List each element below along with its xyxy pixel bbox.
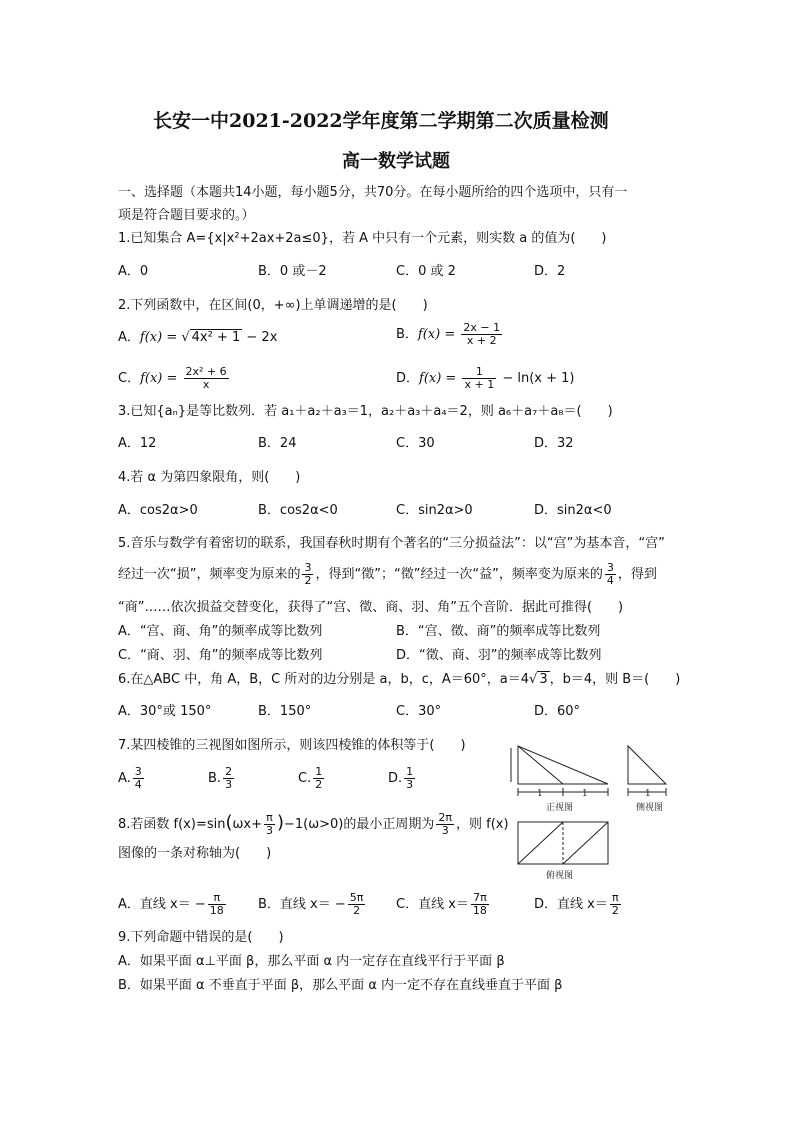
q8-inner-frac xyxy=(264,812,275,837)
q2-d-denominator: x + 1 xyxy=(464,378,495,391)
q8-d-num: π xyxy=(610,892,621,905)
q8-b-label: B．直线 x＝ − xyxy=(258,897,346,912)
q8-inner-a: ωx+ xyxy=(232,817,262,832)
q8-d-den: 2 xyxy=(611,904,619,917)
q7-stem: 7.某四棱锥的三视图如图所示，则该四棱锥的体积等于( ) xyxy=(118,738,466,753)
q4-option-d: D．sin2α<0 xyxy=(534,503,612,518)
q3-option-b: B．24 xyxy=(258,436,297,451)
q6-radicand: 3 xyxy=(539,672,548,687)
q4-option-c: C．sin2α>0 xyxy=(396,503,473,518)
q5-line2-c: ，得到 xyxy=(617,567,657,582)
q8-d-frac xyxy=(610,892,621,917)
q6-stem-b: ，b＝4，则 B＝( ) xyxy=(549,672,681,687)
q1-stem: 1.已知集合 A={x|x²+2ax+2a≤0}，若 A 中只有一个元素，则实数 a 的值为( ) xyxy=(118,231,607,246)
q7-option-d xyxy=(388,766,417,791)
q5-option-d: D．“徵、商、羽”的频率成等比数列 xyxy=(396,648,602,663)
q7-c-label: C. xyxy=(298,771,312,786)
q7-d-num: 1 xyxy=(406,765,414,778)
q5-frac1-den: 2 xyxy=(304,574,312,587)
top-view xyxy=(518,822,608,864)
q6-option-d: D．60° xyxy=(534,704,581,719)
front-dim-label-2: 1 xyxy=(582,789,588,799)
q8-inner-den: 3 xyxy=(265,824,273,837)
q5-line1: 5.音乐与数学有着密切的联系，我国春秋时期有个著名的“三分损益法”：以“宫”为基本音，“宫” xyxy=(118,536,665,551)
q2-option-a: A．f(x) = √ 4x² + 1 − 2x xyxy=(118,330,278,345)
q7-b-label: B. xyxy=(208,771,222,786)
q2-c-fraction xyxy=(184,366,229,391)
q8-c-den: 18 xyxy=(472,904,487,917)
q7-option-c xyxy=(298,766,326,791)
q7-a-num: 3 xyxy=(134,765,142,778)
q5-frac1 xyxy=(302,562,313,587)
q4-option-b: B．cos2α<0 xyxy=(258,503,338,518)
q7-a-den: 4 xyxy=(134,778,142,791)
front-view xyxy=(511,746,608,796)
q3-option-c: C．30 xyxy=(396,436,435,451)
q8-b-frac xyxy=(348,892,366,917)
q2-a-radicand: 4x² + 1 xyxy=(191,330,241,345)
q8-period-num: 2π xyxy=(438,811,452,824)
q5-frac2-num: 3 xyxy=(606,561,614,574)
q2-b-denominator: x + 2 xyxy=(466,334,497,347)
q7-b-num: 2 xyxy=(225,765,233,778)
q2-option-d xyxy=(396,366,574,391)
q8-b-den: 2 xyxy=(353,904,361,917)
top-view-label: 俯视图 xyxy=(546,871,574,881)
section-intro-line2: 项是符合题目要求的。） xyxy=(118,208,255,223)
q9-option-a: A．如果平面 α⊥平面 β，那么平面 α 内一定存在直线平行于平面 β xyxy=(118,954,505,969)
q2-c-numerator: 2x² + 6 xyxy=(185,365,227,378)
q6-option-a: A．30°或 150° xyxy=(118,704,212,719)
q5-line2-b: ，得到“徵”；“徵”经过一次“益”，频率变为原来的 xyxy=(315,567,603,582)
q8-a-label: A．直线 x＝ − xyxy=(118,897,206,912)
q2-a-func: f(x) = xyxy=(139,330,182,345)
q3-option-d: D．32 xyxy=(534,436,574,451)
q5-line3: “商”……依次损益交替变化，获得了“宫、徵、商、羽、角”五个音阶．据此可推得( ) xyxy=(118,600,624,615)
q2-d-prefix: D． xyxy=(396,371,420,386)
q8-period-den: 3 xyxy=(441,824,449,837)
q2-d-func: f(x) = xyxy=(419,371,461,386)
q8-d-label: D．直线 x＝ xyxy=(534,897,608,912)
q8-a-den: 18 xyxy=(209,904,224,917)
q2-d-numerator: 1 xyxy=(462,366,496,379)
q4-option-a: A．cos2α>0 xyxy=(118,503,198,518)
q8-b-num: 5π xyxy=(349,891,364,904)
q2-option-b xyxy=(396,322,504,347)
q8-c-num: 7π xyxy=(471,892,489,905)
side-view-label: 侧视图 xyxy=(636,803,664,813)
q6-option-c: C．30° xyxy=(396,704,442,719)
q8-stem-a: 8.若函数 f(x)=sin xyxy=(118,817,226,832)
q7-c-frac xyxy=(313,766,324,791)
q8-option-d xyxy=(534,892,623,917)
q8-inner-num: π xyxy=(264,812,275,825)
section-intro-line1: 一、选择题（本题共14小题，每小题5分，共70分。在每小题所给的四个选项中，只有一 xyxy=(118,185,628,200)
top-view-diagonal xyxy=(518,822,563,864)
q2-d-fraction xyxy=(462,366,496,391)
q7-b-den: 3 xyxy=(225,778,233,791)
side-dim-label: 1 xyxy=(645,789,651,799)
q8-line2: 图像的一条对称轴为( ) xyxy=(118,846,272,861)
q2-a-tail: − 2x xyxy=(242,330,278,345)
q1-option-b: B．0 或－2 xyxy=(258,264,327,279)
q8-a-frac xyxy=(208,892,226,917)
q6-stem: 6.在△ABC 中，角 A，B，C 所对的边分别是 a，b，c，A＝60°，a＝4√ 3 ，b＝4，则 B＝( ) xyxy=(118,672,681,687)
q2-b-func: f(x) = xyxy=(417,327,460,342)
q5-line2 xyxy=(118,562,657,587)
q1-option-c: C．0 或 2 xyxy=(396,264,456,279)
q2-option-c xyxy=(118,366,231,391)
top-view-right-diagonal xyxy=(563,822,608,864)
q7-b-frac xyxy=(223,766,234,791)
exam-subtitle: 高一数学试题 xyxy=(342,151,450,172)
q7-c-den: 2 xyxy=(315,778,323,791)
q7-d-den: 3 xyxy=(406,778,414,791)
q8-option-a xyxy=(118,892,228,917)
q5-frac2-den: 4 xyxy=(606,574,614,587)
q7-d-label: D. xyxy=(388,771,403,786)
q7-d-frac xyxy=(404,766,415,791)
q1-option-a: A．0 xyxy=(118,264,149,279)
q3-stem: 3.已知{aₙ}是等比数列．若 a₁＋a₂＋a₃＝1，a₂＋a₃＋a₄＝2，则 a₆＋a₇＋a₈＝( ) xyxy=(118,404,613,419)
q6-stem-a: 6.在△ABC 中，角 A，B，C 所对的边分别是 a，b，c，A＝60°，a＝4 xyxy=(118,672,530,687)
q7-a-frac xyxy=(133,766,144,791)
q3-option-a: A．12 xyxy=(118,436,157,451)
q5-option-a: A．“宫、商、角”的频率成等比数列 xyxy=(118,624,323,639)
q8-stem-c: ，则 f(x) xyxy=(456,817,509,832)
q8-stem-b: −1(ω>0)的最小正周期为 xyxy=(284,817,435,832)
front-view-inner-edge xyxy=(518,746,563,784)
q5-option-b: B．“宫、徵、商”的频率成等比数列 xyxy=(396,624,601,639)
q1-option-d: D．2 xyxy=(534,264,566,279)
front-dim-label-1: 1 xyxy=(537,789,543,799)
q4-stem: 4.若 α 为第四象限角，则( ) xyxy=(118,470,301,485)
q2-c-func: f(x) = xyxy=(140,371,182,386)
q7-c-num: 1 xyxy=(315,765,323,778)
q2-c-denominator: x xyxy=(202,378,210,391)
q8-a-num: π xyxy=(208,892,226,905)
q5-option-c: C．“商、羽、角”的频率成等比数列 xyxy=(118,648,323,663)
q2-b-numerator: 2x − 1 xyxy=(463,321,501,334)
exam-title: 长安一中2021-2022学年度第二学期第二次质量检测 xyxy=(153,110,609,132)
q8-option-b xyxy=(258,892,367,917)
q6-option-b: B．150° xyxy=(258,704,312,719)
q5-frac1-num: 3 xyxy=(304,561,312,574)
q8-stem: 8.若函数 f(x)=sin(ωx+ $\frac{\pi}{3}$ )−1(ω>0)的最小正周期为 $\frac{2\pi}{3}$ ，则 f(x) xyxy=(118,811,509,837)
q9-option-b: B．如果平面 α 不垂直于平面 β，那么平面 α 内一定不存在直线垂直于平面 β xyxy=(118,978,563,993)
q8-period-frac xyxy=(436,812,454,837)
q9-stem: 9.下列命题中错误的是( ) xyxy=(118,930,284,945)
q2-b-fraction xyxy=(461,322,502,347)
q8-c-frac xyxy=(471,892,489,917)
q8-option-c xyxy=(396,892,491,917)
q5-line2-a: 经过一次“损”，频率变为原来的 xyxy=(118,567,301,582)
q8-c-label: C．直线 x＝ xyxy=(396,897,469,912)
q2-stem: 2.下列函数中，在区间(0，+∞)上单调递增的是( ) xyxy=(118,298,428,313)
q5-frac2 xyxy=(605,562,616,587)
front-view-label: 正视图 xyxy=(546,803,574,813)
q2-c-prefix: C． xyxy=(118,371,141,386)
q2-d-tail: − ln(x + 1) xyxy=(498,371,575,386)
q7-a-label: A. xyxy=(118,771,131,786)
three-view-figure xyxy=(506,740,686,884)
q7-option-b xyxy=(208,766,236,791)
side-view-outline xyxy=(628,746,666,784)
q2-a-prefix: A． xyxy=(118,330,140,345)
q2-b-prefix: B． xyxy=(396,327,418,342)
front-view-outline xyxy=(518,746,608,784)
q7-option-a xyxy=(118,766,146,791)
